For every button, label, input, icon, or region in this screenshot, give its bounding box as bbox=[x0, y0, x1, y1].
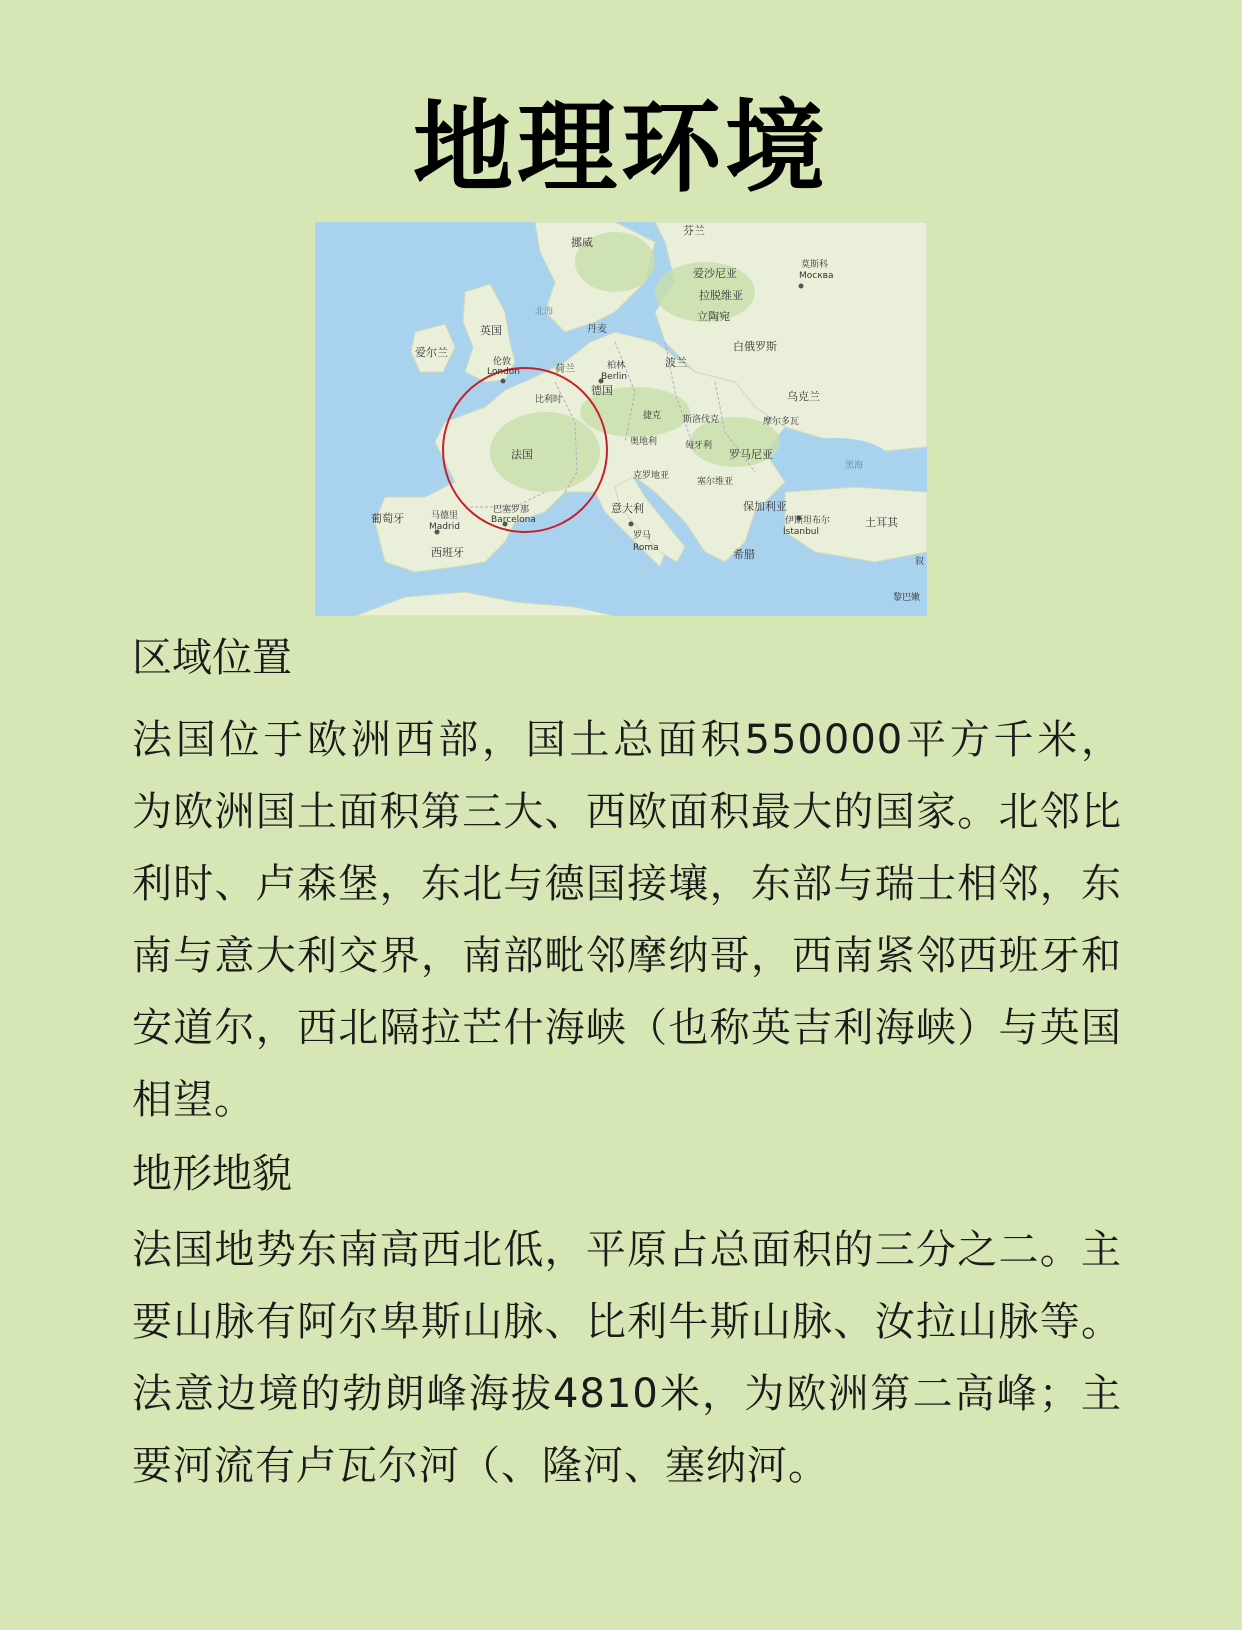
label-moscow: 莫斯科 bbox=[801, 260, 829, 270]
label-norway: 挪威 bbox=[571, 236, 593, 249]
section-heading-location: 区域位置 bbox=[132, 635, 292, 681]
label-france: 法国 bbox=[511, 448, 533, 461]
section-heading-terrain: 地形地貌 bbox=[132, 1151, 292, 1197]
label-netherlands: 荷兰 bbox=[555, 364, 575, 375]
label-barcelona: 巴塞罗那 bbox=[493, 505, 530, 515]
label-poland: 波兰 bbox=[665, 356, 687, 369]
label-belgium: 比利时 bbox=[535, 395, 563, 405]
label-ukraine: 乌克兰 bbox=[787, 390, 820, 403]
label-uk: 英国 bbox=[480, 324, 502, 337]
label-istanbul: 伊斯坦布尔 bbox=[785, 516, 831, 526]
article-body bbox=[132, 628, 1122, 1502]
label-romania: 罗马尼亚 bbox=[729, 448, 773, 461]
label-berlin: 柏林 bbox=[607, 361, 626, 371]
label-slovakia: 斯洛伐克 bbox=[683, 415, 720, 425]
label-lithuania: 立陶宛 bbox=[697, 310, 730, 323]
label-moldova: 摩尔多瓦 bbox=[763, 417, 800, 427]
label-rome-en: Roma bbox=[633, 543, 659, 553]
label-madrid: 马德里 bbox=[431, 511, 459, 521]
north-africa-landmass bbox=[355, 592, 615, 616]
label-austria: 奥地利 bbox=[630, 437, 658, 447]
label-hungary: 匈牙利 bbox=[685, 441, 713, 451]
label-lebanon: 黎巴嫩 bbox=[893, 593, 921, 603]
section-text-terrain: 法国地势东南高西北低，平原占总面积的三分之二。主要山脉有阿尔卑斯山脉、比利牛斯山脉、汝拉山脉等。法意边境的勃朗峰海拔4810米，为欧洲第二高峰；主要河流有卢瓦尔河（、隆河、塞纳河。 bbox=[132, 1227, 1122, 1489]
label-denmark: 丹麦 bbox=[587, 324, 607, 335]
label-latvia: 拉脱维亚 bbox=[699, 289, 743, 302]
label-north-sea: 北海 bbox=[535, 307, 554, 317]
label-black-sea: 黑海 bbox=[845, 461, 864, 471]
europe-map bbox=[315, 222, 927, 616]
label-rome: 罗马 bbox=[633, 531, 652, 541]
label-greece: 希腊 bbox=[733, 548, 755, 561]
label-syria-cut: 叙 bbox=[915, 557, 925, 567]
label-serbia: 塞尔维亚 bbox=[697, 477, 734, 487]
label-czech: 捷克 bbox=[643, 411, 662, 421]
label-bulgaria: 保加利亚 bbox=[743, 500, 787, 513]
label-moscow-en: Москва bbox=[799, 271, 834, 281]
label-turkey: 土耳其 bbox=[865, 516, 898, 529]
label-london-en: London bbox=[487, 367, 520, 377]
label-madrid-en: Madrid bbox=[429, 522, 460, 532]
label-finland: 芬兰 bbox=[683, 224, 705, 237]
label-croatia: 克罗地亚 bbox=[633, 471, 670, 481]
label-portugal: 葡萄牙 bbox=[371, 512, 404, 525]
label-belarus: 白俄罗斯 bbox=[733, 340, 777, 353]
label-italy: 意大利 bbox=[611, 502, 644, 515]
label-germany: 德国 bbox=[591, 384, 613, 397]
label-london: 伦敦 bbox=[493, 357, 512, 367]
label-berlin-en: Berlin bbox=[601, 372, 628, 382]
label-spain: 西班牙 bbox=[431, 546, 464, 559]
label-barcelona-en: Barcelona bbox=[491, 515, 536, 525]
label-istanbul-en: İstanbul bbox=[783, 527, 820, 537]
label-estonia: 爱沙尼亚 bbox=[693, 267, 737, 280]
page-title: 地理环境 bbox=[413, 89, 829, 206]
section-text-location: 法国位于欧洲西部，国土总面积550000平方千米， 为欧洲国土面积第三大、西欧面积最大的国家。北邻比利时、卢森堡，东北与德国接壤，东部与瑞士相邻，东南与意大利交界，南部毗邻摩纳哥，西南紧邻西班牙和安道尔，西北隔拉芒什海峡（也称英吉利海峡）与英国相望。 bbox=[132, 717, 1122, 1123]
label-ireland: 爱尔兰 bbox=[415, 346, 448, 359]
